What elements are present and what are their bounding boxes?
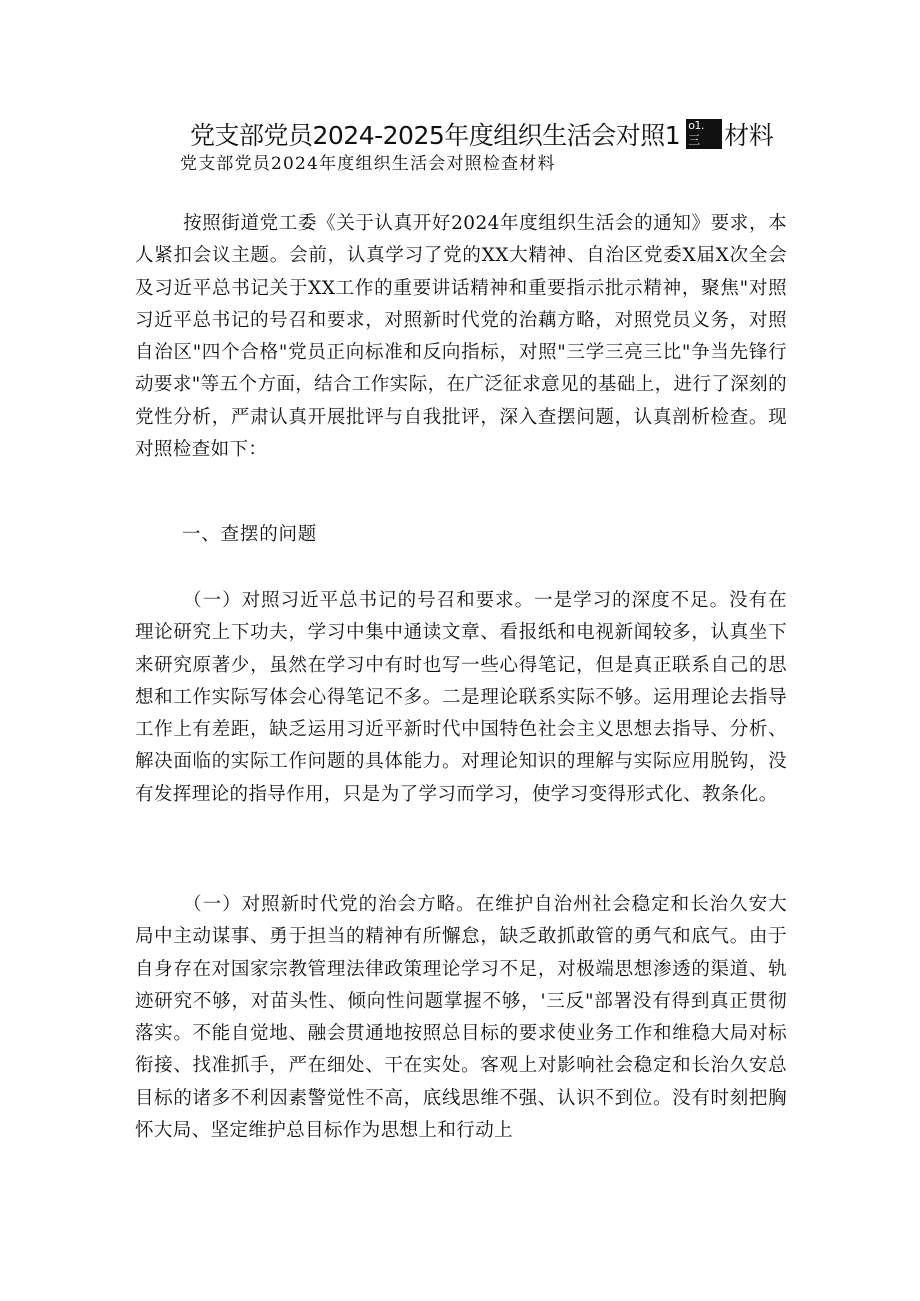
redaction-mark: [686, 119, 722, 149]
redaction-mark-bottom-text: 三: [688, 133, 700, 147]
paragraph-item-2: （一）对照新时代党的治会方略。在维护自治州社会稳定和长治久安大局中主动谋事、勇于担当的精神有所懈怠，缺乏敢抓敢管的勇气和底气。由于自身存在对国家宗教管理法律政策理论学习不足，对极端思想渗透的渠道、轨迹研究不够，对苗头性、倾向性问题掌握不够，'三反"部署没有得到真正贯彻落实。不能自觉地、融会贯通地按照总目标的要求使业务工作和维稳大局对标衔接、找准抓手，严在细处、干在实处。客观上对影响社会稳定和长治久安总目标的诸多不利因素警觉性不高，底线思维不强、认识不到位。没有时刻把胸怀大局、坚定维护总目标作为思想上和行动上: [135, 894, 787, 1142]
document-title-main: 党支部党员2024-2025年度组织生活会对照1: [190, 121, 681, 150]
document-title: [190, 118, 790, 154]
document-title-tail: 材料: [724, 121, 774, 150]
redaction-mark-top-text: o1.: [688, 119, 704, 132]
document-subtitle: 党支部党员2024年度组织生活会对照检查材料: [180, 154, 556, 174]
section-heading: 一、查摆的问题: [182, 524, 318, 545]
intro-paragraph: 按照街道党工委《关于认真开好2024年度组织生活会的通知》要求，本人紧扣会议主题。会前，认真学习了党的XX大精神、自治区党委X届X次全会及习近平总书记关于XX工作的重要讲话精神和重要指示批示精神，聚焦"对照习近平总书记的号召和要求，对照新时代党的治藕方略，对照党员义务，对照自治区"四个合格"党员正向标准和反向指标，对照"三学三亮三比"争当先锋行动要求"等五个方面，结合工作实际，在广泛征求意见的基础上，进行了深刻的党性分析，严肃认真开展批评与自我批评，深入查摆问题，认真剖析检查。现对照检查如下：: [135, 213, 787, 461]
paragraph-item-1: （一）对照习近平总书记的号召和要求。一是学习的深度不足。没有在理论研究上下功夫，学习中集中通读文章、看报纸和电视新闻较多，认真坐下来研究原著少，虽然在学习中有时也写一些心得笔记，但是真正联系自己的思想和工作实际写体会心得笔记不多。二是理论联系实际不够。运用理论去指导工作上有差距，缺乏运用习近平新时代中国特色社会主义思想去指导、分析、解决面临的实际工作问题的具体能力。对理论知识的理解与实际应用脱钩，没有发挥理论的指导作用，只是为了学习而学习，使学习变得形式化、教条化。: [135, 590, 787, 805]
